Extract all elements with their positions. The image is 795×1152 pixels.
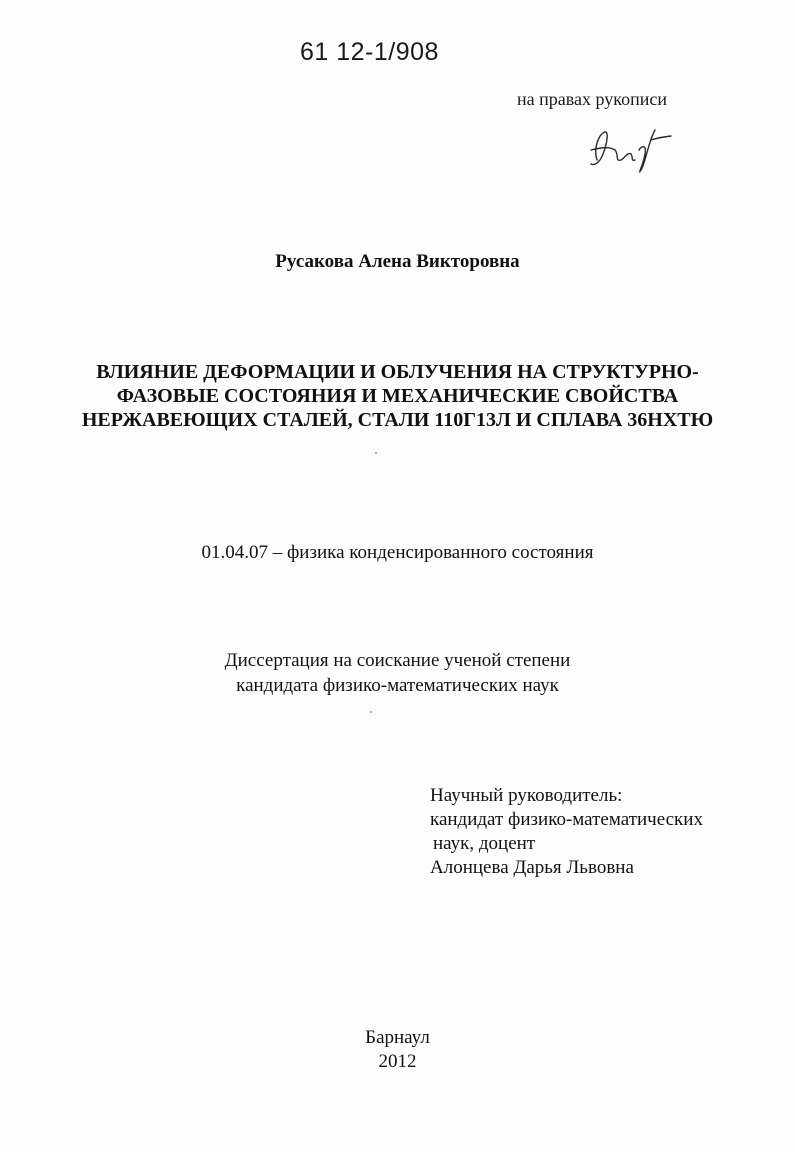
rights-note: на правах рукописи <box>517 89 667 109</box>
dissertation-title <box>0 360 795 432</box>
scan-speck <box>370 711 372 713</box>
supervisor-block <box>430 784 703 880</box>
degree-statement <box>0 648 795 698</box>
supervisor-name: Алонцева Дарья Львовна <box>430 857 634 878</box>
title-line: ВЛИЯНИЕ ДЕФОРМАЦИИ И ОБЛУЧЕНИЯ НА СТРУКТУРНО- <box>96 361 699 383</box>
archive-stamp: 61 12-1/908 <box>300 38 439 66</box>
specialty-code: 01.04.07 – физика конденсированного состояния <box>201 542 594 563</box>
handwritten-signature <box>585 120 685 178</box>
degree-line: кандидата физико-математических наук <box>236 675 559 696</box>
degree-line: Диссертация на соискание ученой степени <box>224 650 571 671</box>
scan-speck <box>375 452 377 454</box>
author-name: Русакова Алена Викторовна <box>275 251 520 272</box>
year: 2012 <box>378 1051 417 1072</box>
place-and-year <box>0 1026 795 1074</box>
supervisor-degree: кандидат физико-математических <box>430 809 703 830</box>
title-line: НЕРЖАВЕЮЩИХ СТАЛЕЙ, СТАЛИ 110Г13Л И СПЛАВА 36НХТЮ <box>81 409 714 431</box>
title-line: ФАЗОВЫЕ СОСТОЯНИЯ И МЕХАНИЧЕСКИЕ СВОЙСТВА <box>116 385 679 407</box>
city: Барнаул <box>365 1027 430 1048</box>
supervisor-heading: Научный руководитель: <box>430 785 623 806</box>
supervisor-title: наук, доцент <box>433 833 536 854</box>
